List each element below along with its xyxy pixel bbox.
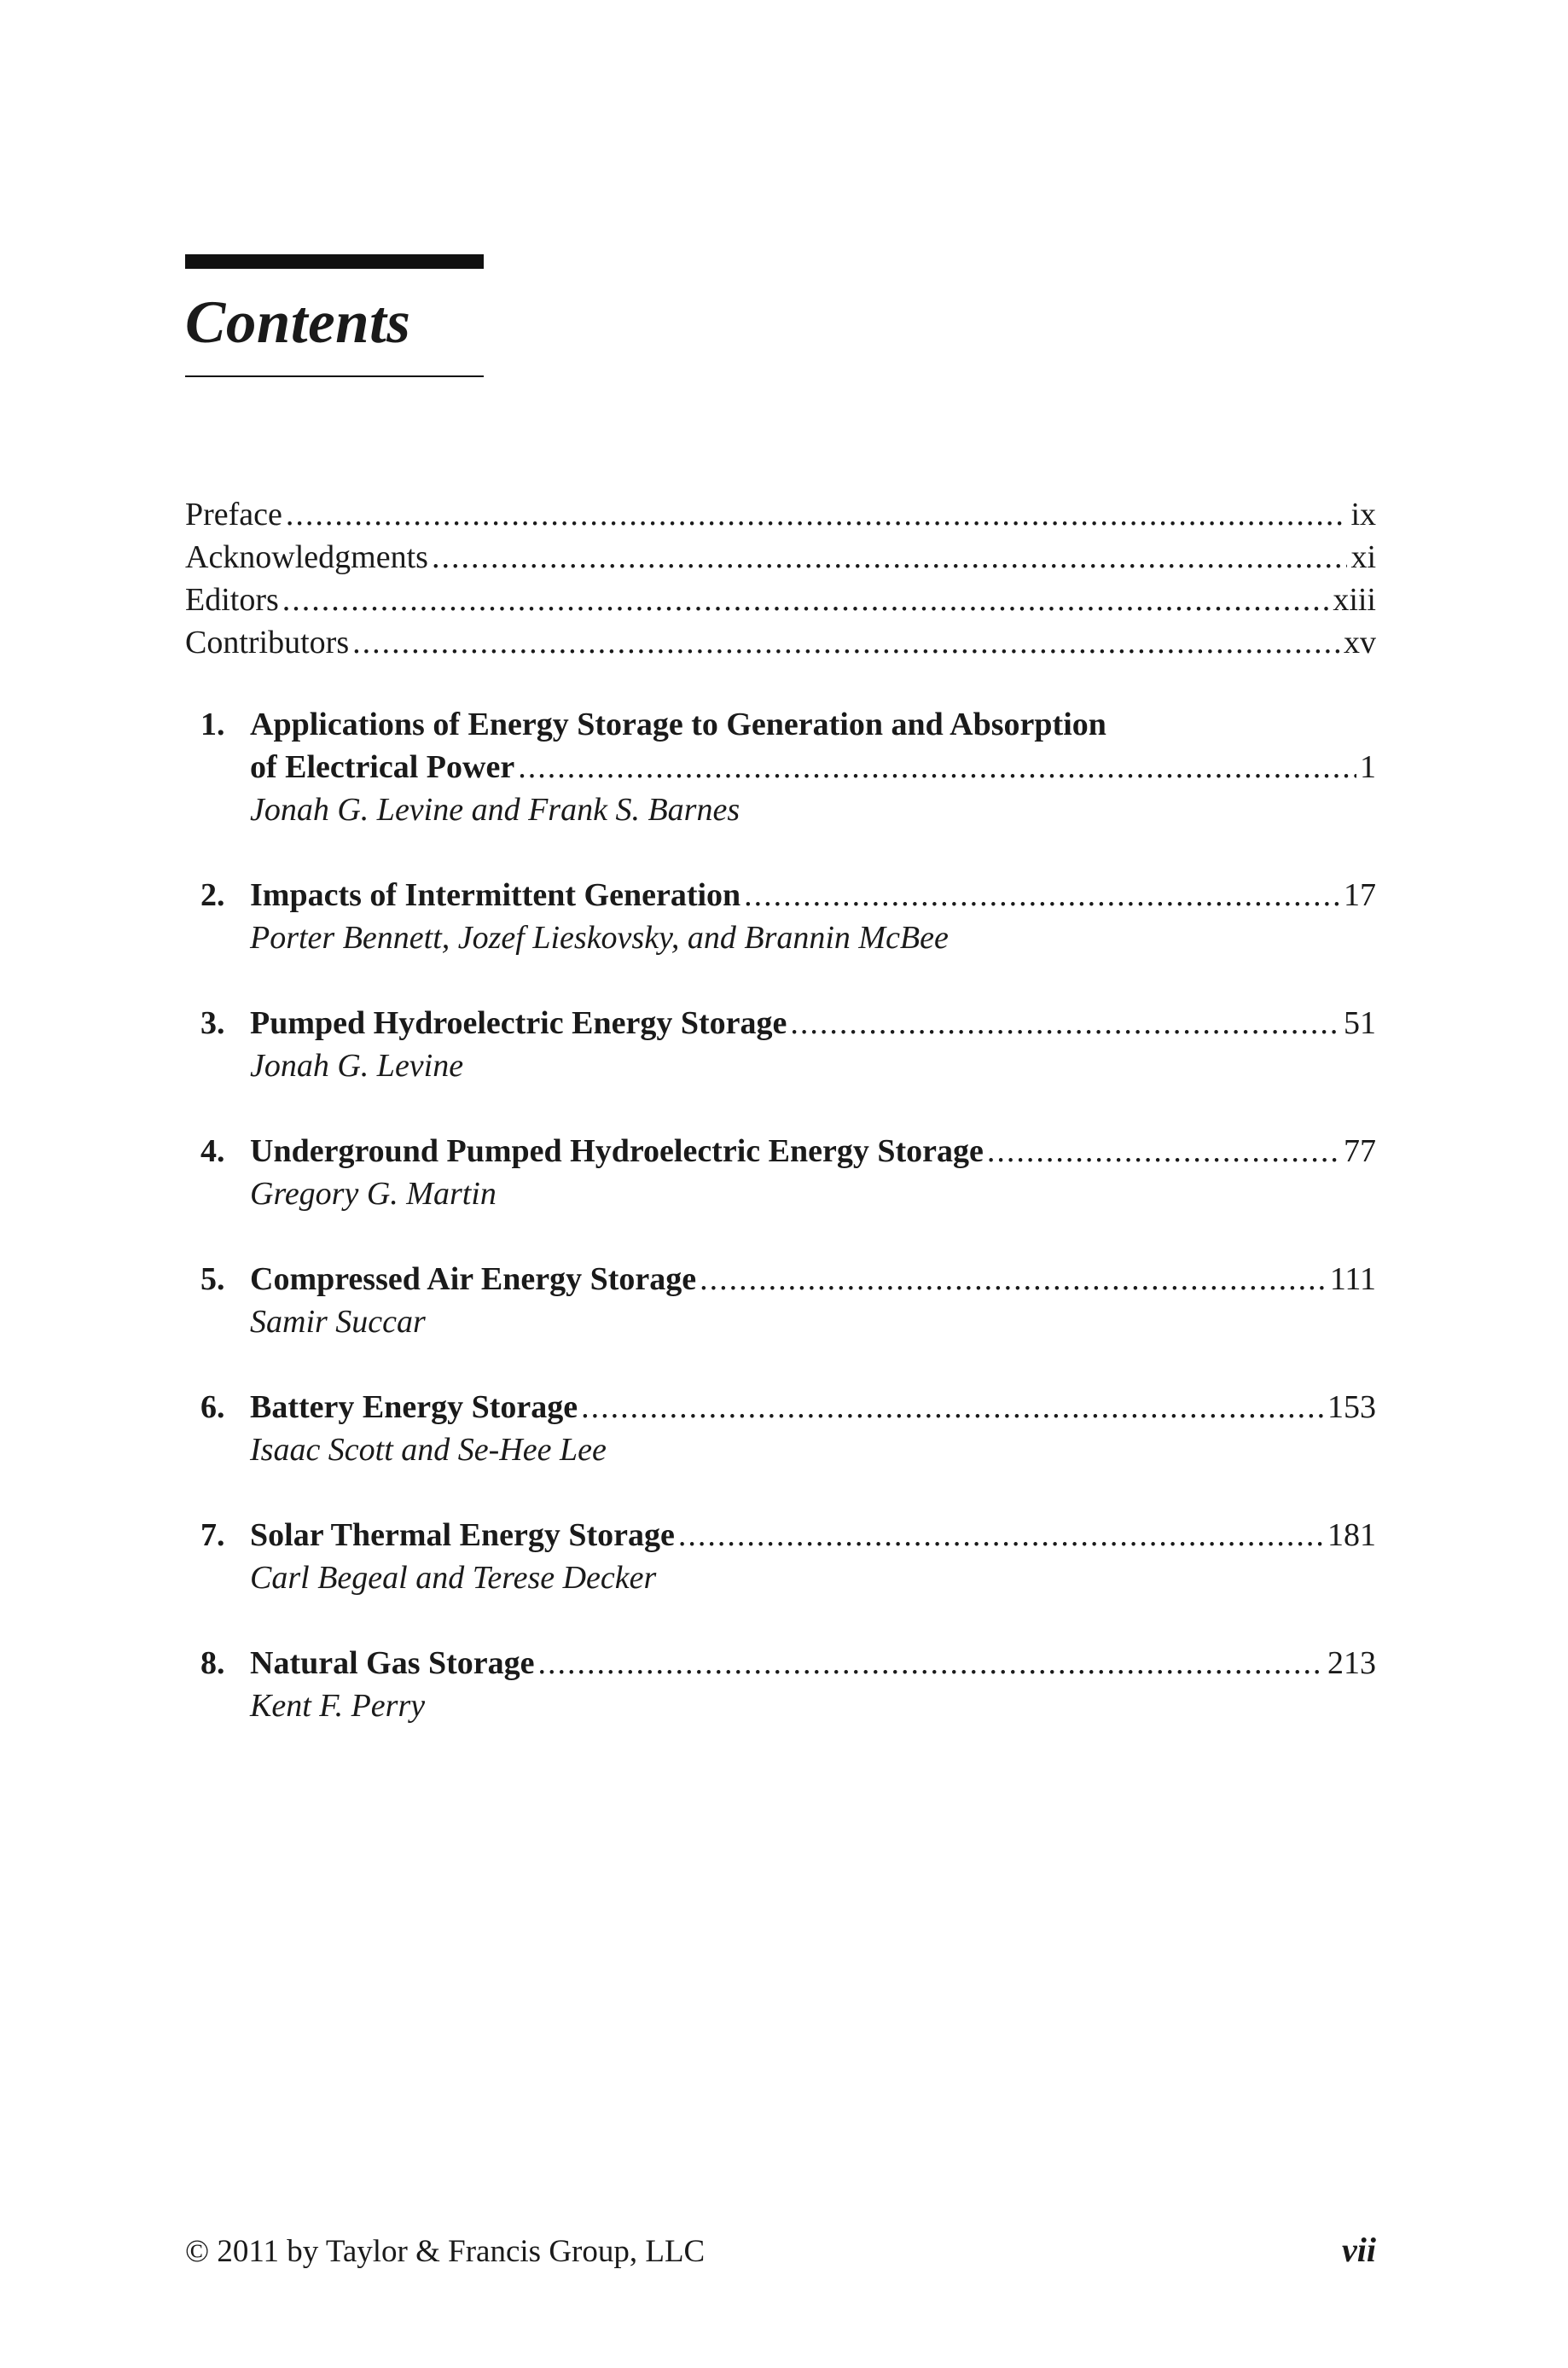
chapter-authors: Gregory G. Martin <box>250 1176 497 1212</box>
contents-heading-block <box>185 254 484 377</box>
chapter-entry-3[interactable] <box>185 1002 1376 1087</box>
chapter-authors: Porter Bennett, Jozef Lieskovsky, and Brannin McBee <box>250 920 949 956</box>
entry-page: xiii <box>1333 582 1376 618</box>
chapter-entry-7[interactable] <box>185 1514 1376 1599</box>
chapter-title: Battery Energy Storage <box>250 1389 578 1425</box>
entry-page: xv <box>1344 625 1376 660</box>
heading-bottom-rule <box>185 375 484 377</box>
chapter-title: Underground Pumped Hydroelectric Energy Storage <box>250 1133 984 1169</box>
chapter-authors: Carl Begeal and Terese Decker <box>250 1560 657 1596</box>
chapter-title-line <box>250 746 1376 788</box>
chapter-title-line <box>250 1642 1376 1684</box>
dot-leader <box>987 1130 1340 1172</box>
toc-entry-acknowledgments[interactable] <box>185 536 1376 579</box>
chapter-authors: Jonah G. Levine <box>250 1048 464 1084</box>
chapter-entry-6[interactable] <box>185 1386 1376 1471</box>
chapter-title-line <box>250 1258 1376 1300</box>
chapter-title-line <box>250 1002 1376 1044</box>
chapter-page: 181 <box>1327 1517 1376 1553</box>
entry-page: xi <box>1350 539 1376 575</box>
dot-leader <box>518 746 1356 788</box>
chapter-title: Compressed Air Energy Storage <box>250 1261 697 1297</box>
chapter-list <box>185 703 1376 1727</box>
chapter-number: 7. <box>200 1517 225 1553</box>
chapter-page: 51 <box>1344 1005 1376 1041</box>
dot-leader <box>700 1258 1327 1300</box>
chapter-title-line <box>250 1514 1376 1556</box>
chapter-authors: Samir Succar <box>250 1304 426 1340</box>
dot-leader <box>286 493 1348 536</box>
chapter-page: 213 <box>1327 1645 1376 1681</box>
chapter-authors: Jonah G. Levine and Frank S. Barnes <box>250 792 740 828</box>
page-footer <box>185 2229 1376 2273</box>
chapter-page: 1 <box>1360 749 1376 785</box>
chapter-entry-8[interactable] <box>185 1642 1376 1727</box>
entry-label: Preface <box>185 497 282 532</box>
dot-leader <box>678 1514 1324 1556</box>
toc-entry-contributors[interactable] <box>185 621 1376 664</box>
dot-leader <box>581 1386 1324 1428</box>
chapter-entry-5[interactable] <box>185 1258 1376 1343</box>
chapter-number: 8. <box>200 1645 225 1681</box>
chapter-number: 2. <box>200 877 225 913</box>
chapter-title: Solar Thermal Energy Storage <box>250 1517 675 1553</box>
chapter-page: 17 <box>1344 877 1376 913</box>
toc-entry-preface[interactable] <box>185 493 1376 536</box>
chapter-number: 3. <box>200 1005 225 1041</box>
entry-page: ix <box>1350 497 1376 532</box>
chapter-entry-1[interactable] <box>185 703 1376 831</box>
chapter-page: 153 <box>1327 1389 1376 1425</box>
heading-top-bar <box>185 254 484 269</box>
chapter-number: 6. <box>200 1389 225 1425</box>
chapter-title-line1: Applications of Energy Storage to Generation and Absorption <box>250 707 1106 742</box>
dot-leader <box>352 621 1340 664</box>
dot-leader <box>432 536 1347 579</box>
chapter-page: 77 <box>1344 1133 1376 1169</box>
chapter-title: Natural Gas Storage <box>250 1645 535 1681</box>
chapter-page: 111 <box>1329 1261 1376 1297</box>
chapter-number: 4. <box>200 1133 225 1169</box>
dot-leader <box>744 874 1340 916</box>
page-title: Contents <box>185 289 411 356</box>
dot-leader <box>282 579 1330 621</box>
chapter-authors: Kent F. Perry <box>250 1688 426 1724</box>
chapter-number: 1. <box>200 707 225 742</box>
chapter-title: of Electrical Power <box>250 749 515 785</box>
page-folio: vii <box>1342 2231 1376 2269</box>
entry-label: Editors <box>185 582 279 618</box>
chapter-entry-2[interactable] <box>185 874 1376 959</box>
front-matter-list <box>185 493 1376 664</box>
entry-label: Contributors <box>185 625 350 660</box>
dot-leader <box>538 1642 1324 1684</box>
dot-leader <box>790 1002 1340 1044</box>
chapter-number: 5. <box>200 1261 225 1297</box>
toc-entry-editors[interactable] <box>185 579 1376 621</box>
chapter-title-line <box>250 874 1376 916</box>
chapter-entry-4[interactable] <box>185 1130 1376 1215</box>
copyright-notice: © 2011 by Taylor & Francis Group, LLC <box>185 2234 706 2269</box>
chapter-title: Pumped Hydroelectric Energy Storage <box>250 1005 787 1041</box>
chapter-authors: Isaac Scott and Se-Hee Lee <box>250 1432 607 1468</box>
chapter-title-line <box>250 1386 1376 1428</box>
entry-label: Acknowledgments <box>185 539 428 575</box>
chapter-title: Impacts of Intermittent Generation <box>250 877 741 913</box>
chapter-title-line <box>250 1130 1376 1172</box>
